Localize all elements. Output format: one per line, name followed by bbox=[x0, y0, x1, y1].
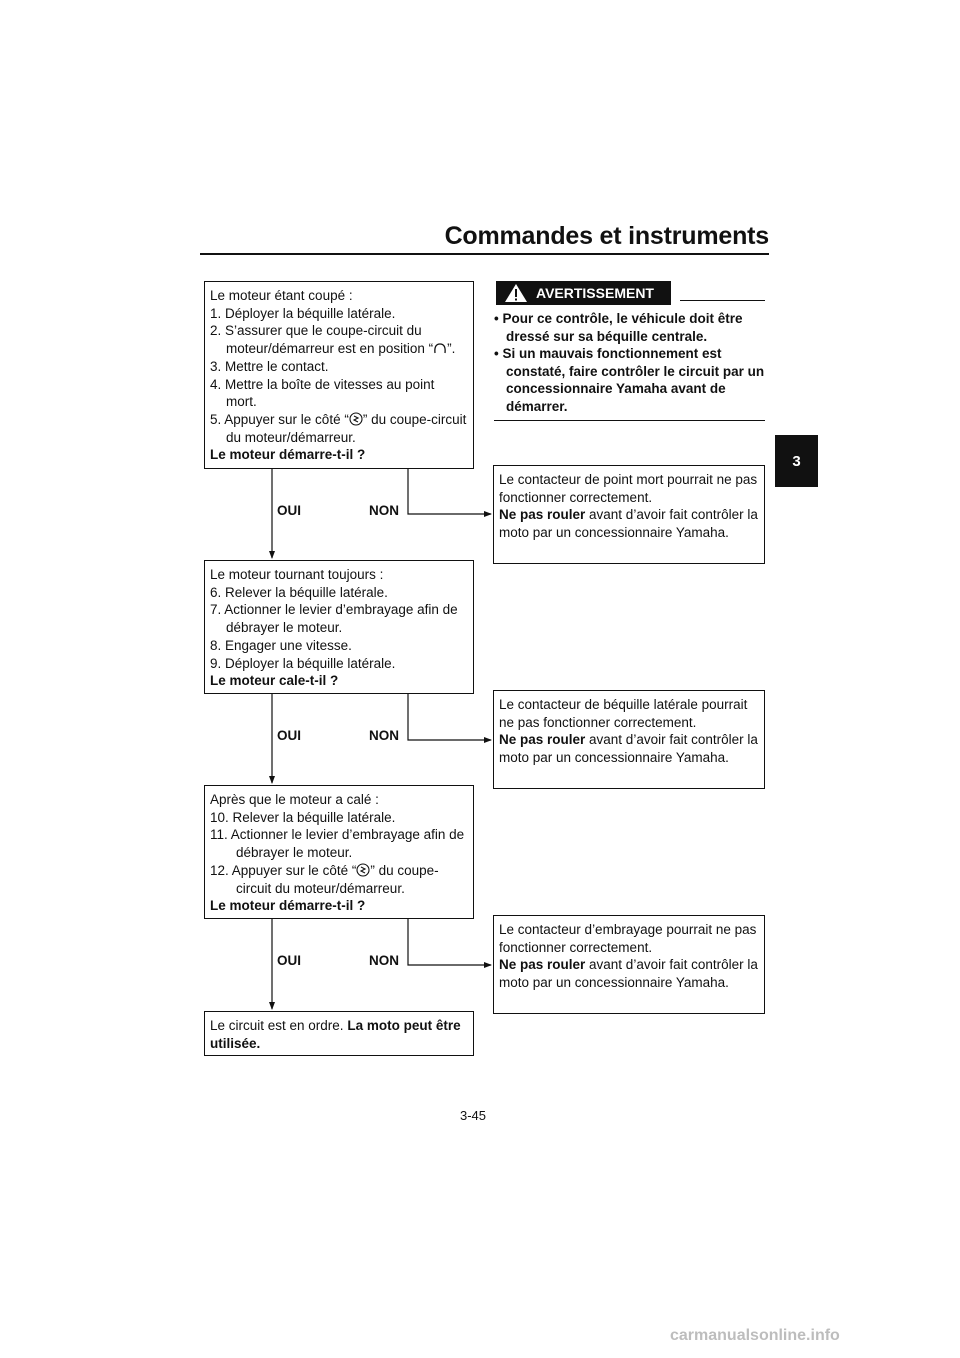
result-text: Le circuit est en ordre. La moto peut être utilisée. bbox=[210, 1018, 461, 1051]
warning-item: • Si un mauvais fonctionnement est constaté, faire contrôler le circuit par un concessionnaire Yamaha avant de démarrer. bbox=[494, 346, 765, 414]
step-box-1 bbox=[204, 281, 474, 469]
fault-box-neutral bbox=[493, 465, 765, 564]
box2-question: Le moteur cale-t-il ? bbox=[210, 673, 339, 689]
fault-text: Le contacteur de béquille latérale pourrait ne pas fonctionner correctement. bbox=[499, 697, 748, 730]
warning-label: AVERTISSEMENT bbox=[536, 285, 654, 301]
box3-line: 11. Actionner le levier d’embrayage afin de débrayer le moteur. bbox=[210, 827, 465, 861]
yes-label-1: OUI bbox=[277, 503, 302, 518]
yes-label-3: OUI bbox=[277, 953, 302, 968]
fault-text: Le contacteur d’embrayage pourrait ne pas fonctionner correctement. bbox=[499, 922, 757, 955]
box1-line: 5. Appuyer sur le côté “ ” du coupe-circuit du moteur/démarreur. bbox=[210, 411, 467, 445]
box1-question: Le moteur démarre-t-il ? bbox=[210, 447, 366, 463]
box3-line: 10. Relever la béquille latérale. bbox=[210, 809, 396, 825]
box3-line: Après que le moteur a calé : bbox=[210, 792, 379, 807]
box2-line: 6. Relever la béquille latérale. bbox=[210, 584, 388, 600]
box1-line: 3. Mettre le contact. bbox=[210, 358, 329, 374]
run-position-icon bbox=[433, 342, 447, 355]
no-label-2: NON bbox=[369, 728, 399, 743]
result-box bbox=[204, 1011, 474, 1056]
step-box-2 bbox=[204, 560, 474, 694]
warning-rule-top bbox=[680, 300, 765, 301]
box1-line: 1. Déployer la béquille latérale. bbox=[210, 305, 396, 321]
footer-watermark: carmanualsonline.info bbox=[670, 1327, 840, 1344]
yes-label-2: OUI bbox=[277, 728, 302, 743]
fault-advice: Ne pas rouler avant d’avoir fait contrôler la moto par un concessionnaire Yamaha. bbox=[499, 957, 758, 991]
start-icon bbox=[349, 412, 363, 426]
step-box-3 bbox=[204, 785, 474, 919]
start-icon bbox=[356, 863, 370, 877]
no-label-1: NON bbox=[369, 503, 399, 518]
chapter-tab: 3 bbox=[775, 435, 818, 487]
fault-box-clutch bbox=[493, 915, 765, 1014]
fault-box-sidestand bbox=[493, 690, 765, 789]
warning-list bbox=[494, 310, 766, 415]
page-number: 3-45 bbox=[460, 1108, 487, 1123]
box3-line: 12. Appuyer sur le côté “ ” du coupe-circuit du moteur/démarreur. bbox=[210, 862, 439, 896]
no-line-2 bbox=[408, 694, 491, 740]
no-line-3 bbox=[408, 919, 491, 965]
box3-question: Le moteur démarre-t-il ? bbox=[210, 898, 366, 914]
warning-rule-bottom bbox=[494, 420, 765, 421]
warning-badge bbox=[496, 281, 671, 305]
fault-advice: Ne pas rouler avant d’avoir fait contrôler la moto par un concessionnaire Yamaha. bbox=[499, 507, 758, 541]
box1-line: 2. S’assurer que le coupe-circuit du moteur/démarreur est en position “ ”. bbox=[210, 323, 456, 357]
box2-line: 8. Engager une vitesse. bbox=[210, 637, 352, 653]
box2-line: Le moteur tournant toujours : bbox=[210, 567, 384, 582]
warning-item: • Pour ce contrôle, le véhicule doit être dressé sur sa béquille centrale. bbox=[494, 311, 743, 344]
box2-line: 7. Actionner le levier d’embrayage afin de débrayer le moteur. bbox=[210, 602, 458, 636]
no-label-3: NON bbox=[369, 953, 399, 968]
warning-icon bbox=[504, 283, 528, 303]
box1-line: 4. Mettre la boîte de vitesses au point mort. bbox=[210, 376, 435, 410]
box1-line: Le moteur étant coupé : bbox=[210, 288, 353, 303]
fault-text: Le contacteur de point mort pourrait ne pas fonctionner correctement. bbox=[499, 472, 758, 505]
box2-line: 9. Déployer la béquille latérale. bbox=[210, 655, 396, 671]
no-line-1 bbox=[408, 469, 491, 514]
page-title: Commandes et instruments bbox=[444, 222, 769, 250]
fault-advice: Ne pas rouler avant d’avoir fait contrôler la moto par un concessionnaire Yamaha. bbox=[499, 732, 758, 766]
